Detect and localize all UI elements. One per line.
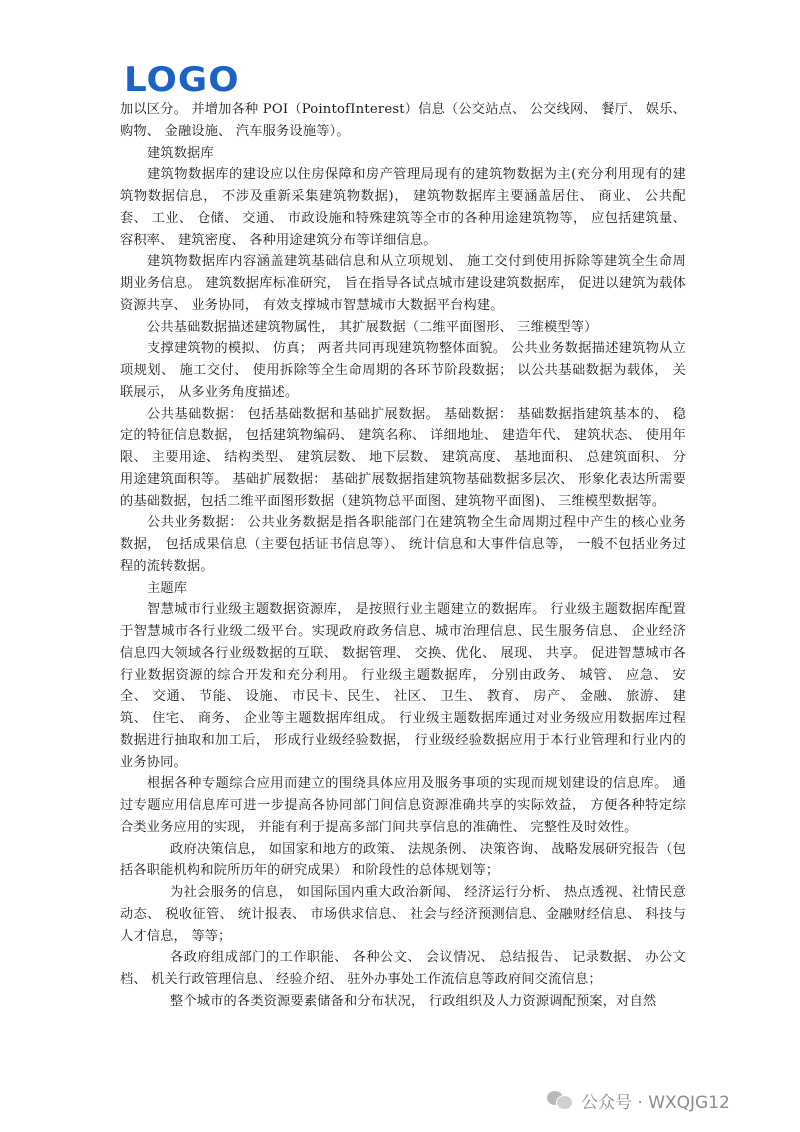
paragraph: 各政府组成部门的工作职能、 各种公文、 会议情况、 总结报告、 记录数据、 办公文档、 机关行政管理信息、 经验介绍、 驻外办事处工作流信息等政府间交流信息； — [120, 950, 687, 987]
paragraph: 支撑建筑物的模拟、 仿真； 两者共同再现建筑物整体面貌。 公共业务数据描述建筑物从立项规划、 施工交付、 使用拆除等全生命周期的各环节阶段数据； 以公共基础数据为载体， 关联展示， 从多业务角度描述。 — [120, 341, 686, 400]
paragraph: 公共业务数据： 公共业务数据是指各职能部门在建筑物全生命周期过程中产生的核心业务数据， 包括成果信息（主要包括证书信息等）、 统计信息和大事件信息等， 一般不包括业务过程的流转数据。 — [120, 515, 686, 574]
paragraph: 建筑物数据库内容涵盖建筑基础信息和从立项规划、 施工交付到使用拆除等建筑全生命周期业务信息。 建筑数据库标准研究， 旨在指导各试点城市建设建筑数据库， 促进以建筑为载体资源共享、 业务协同， 有效支撑城市智慧城市大数据平台构建。 — [120, 254, 686, 313]
paragraph: 公共基础数据描述建筑物属性， 其扩展数据（二维平面图形、 三维模型等） — [147, 319, 598, 335]
watermark-text: 公众号 · WXQJG12 — [581, 1092, 730, 1113]
paragraph: 为社会服务的信息， 如国际国内重大政治新闻、 经济运行分析、 热点透视、社情民意动态、 税收征管、 统计报表、 市场供求信息、 社会与经济预测信息、金融财经信息、 科技与人才信息， 等等； — [120, 885, 686, 944]
paragraph: 加以区分。 并增加各种 POI（PointofInterest）信息（公交站点、 公交线网、 餐厅、 娱乐、 购物、 金融设施、 汽车服务设施等）。 — [120, 102, 686, 139]
paragraph: 根据各种专题综合应用而建立的围绕具体应用及服务事项的实现而规划建设的信息库。 通过专题应用信息库可进一步提高各协同部门间信息资源准确共享的实际效益， 方便各种特定综合类业务应用的实现， 并能有利于提高多部门间共享信息的准确性、 完整性及时效性。 — [120, 776, 686, 835]
section-heading: 主题库 — [147, 580, 188, 596]
section-heading: 建筑数据库 — [147, 145, 214, 161]
wechat-icon — [547, 1089, 573, 1111]
paragraph: 整个城市的各类资源要素储备和分布状况， 行政组织及人力资源调配预案，对自然 — [170, 993, 657, 1009]
paragraph: 政府决策信息， 如国家和地方的政策、 法规条例、 决策咨询、 战略发展研究报告（包括各职能机构和院所历年的研究成果） 和阶段性的总体规划等； — [120, 841, 686, 879]
logo: LOGO — [124, 60, 240, 100]
paragraph: 建筑物数据库的建设应以住房保障和房产管理局现有的建筑物数据为主(充分利用现有的建筑物数据信息， 不涉及重新采集建筑物数据)， 建筑物数据库主要涵盖居住、 商业、 公共配套、 工业、 仓储、 交通、 市政设施和特殊建筑等全市的各种用途建筑物等， 应包括建筑量、 容积率、 建筑密度、 各种用途建筑分布等详细信息。 — [120, 167, 686, 248]
paragraph: 智慧城市行业级主题数据资源库， 是按照行业主题建立的数据库。 行业级主题数据库配置于智慧城市各行业级二级平台。实现政府政务信息、城市治理信息、民生服务信息、 企业经济信息四大领域各行业级数据的互联、 数据管理、 交换、优化、 展现、 共享。 促进智慧城市各行业数据资源的综合开发和充分利用。 行业级主题数据库， 分别由政务、 城管、 应急、 安全、 交通、 节能、 设施、 市民卡、民生、 社区、 卫生、 教育、 房产、 金融、 旅游、 建筑、 住宅、 商务、 企业等主题数据库组成。 行业级主题数据库通过对业务级应用数据库过程数据进行抽取和加工后， 形成行业级经验数据， 行业级经验数据应用于本行业管理和行业内的业务协同。 — [120, 602, 686, 770]
paragraph: 公共基础数据： 包括基础数据和基础扩展数据。 基础数据： 基础数据指建筑基本的、 稳定的特征信息数据， 包括建筑物编码、 建筑名称、 详细地址、 建造年代、 建筑状态、 使用年限、 主要用途、 结构类型、 建筑层数、 地下层数、 建筑高度、 基地面积、 总建筑面积、 分用途建筑面积等。 基础扩展数据： 基础扩展数据指建筑物基础数据多层次、 形象化表达所需要的基础数据，包括二维平面图形数据（建筑物总平面图、建筑物平面图)、 三维模型数据等。 — [120, 406, 686, 509]
watermark — [547, 1083, 730, 1117]
document-body — [120, 99, 686, 1013]
